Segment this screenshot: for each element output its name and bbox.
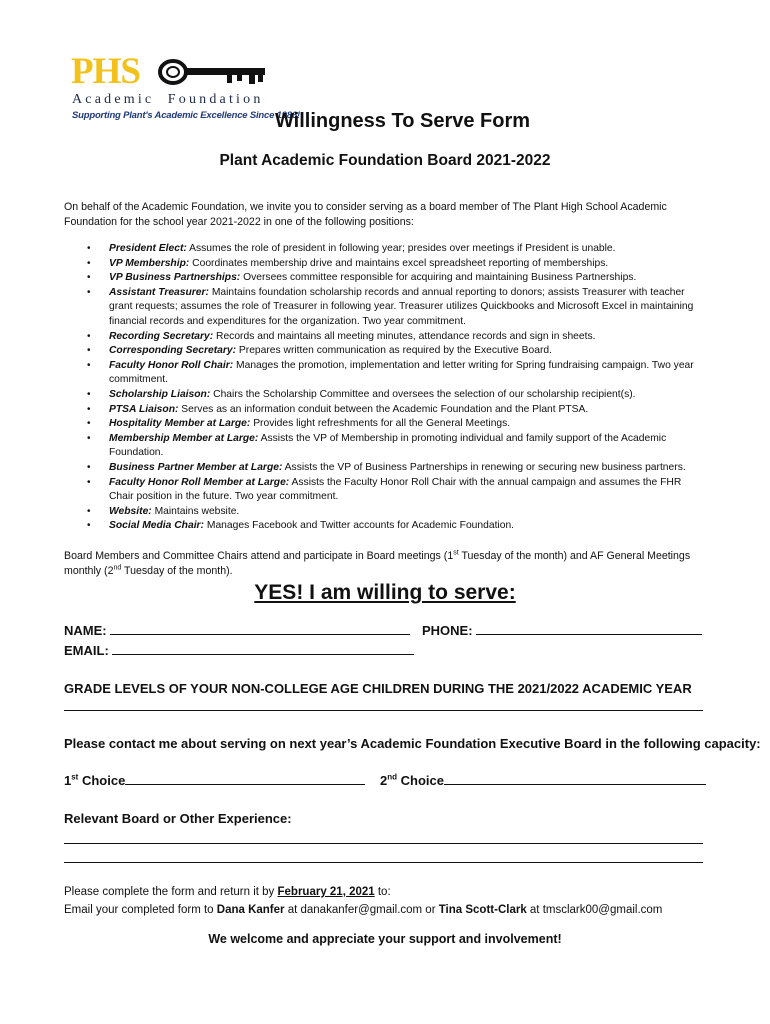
bullet-icon: •: [87, 432, 91, 444]
first-choice-label: Choice: [78, 773, 126, 788]
second-choice-label: Choice: [397, 773, 444, 788]
position-item: [64, 432, 704, 461]
position-item: [64, 286, 704, 330]
bullet-icon: •: [87, 243, 91, 254]
phone-field[interactable]: [476, 622, 702, 635]
position-role: Social Media Chair:: [109, 520, 204, 532]
experience-label: Relevant Board or Other Experience:: [64, 811, 292, 826]
position-role: Assistant Treasurer:: [109, 286, 209, 298]
position-item: [64, 344, 704, 359]
first-choice-sup: st: [71, 772, 79, 782]
bullet-icon: •: [87, 345, 91, 357]
position-description: Serves as an information conduit between the Academic Foundation and the Plant PTSA.: [178, 403, 589, 415]
grade-levels-label: GRADE LEVELS OF YOUR NON-COLLEGE AGE CHILDREN DURING THE 2021/2022 ACADEMIC YEAR: [64, 681, 692, 696]
return-line-2: [64, 901, 714, 919]
contact-question: Please contact me about serving on next year’s Academic Foundation Executive Board in the following capacity:: [64, 736, 761, 751]
second-choice-sup: nd: [387, 772, 398, 782]
position-description: Assumes the role of president in following year; presides over meetings if President is unable.: [186, 243, 616, 254]
position-role: Faculty Honor Roll Member at Large:: [109, 476, 290, 488]
bullet-icon: •: [87, 476, 91, 488]
position-description: Manages Facebook and Twitter accounts for Academic Foundation.: [204, 520, 515, 532]
return-line-1: [64, 883, 714, 901]
experience-line-1[interactable]: [64, 843, 703, 844]
bullet-icon: •: [87, 257, 91, 269]
position-description: Assists the VP of Business Partnerships in renewing or securing new business partners.: [282, 461, 686, 473]
position-role: VP Business Partnerships:: [109, 272, 241, 284]
position-description: Manages the promotion, implementation and letter writing for Spring fundraising campaign. Two year commitment.: [109, 359, 694, 386]
position-role: Corresponding Secretary:: [109, 345, 237, 357]
contact-2-name: Tina Scott-Clark: [438, 904, 527, 916]
position-description: Coordinates membership drive and maintains excel spreadsheet reporting of memberships.: [189, 257, 609, 269]
position-role: VP Membership:: [109, 257, 190, 269]
grade-levels-field[interactable]: [64, 710, 703, 711]
position-item: [64, 417, 704, 432]
welcome-message: We welcome and appreciate your support and involvement!: [208, 932, 562, 946]
position-role: Hospitality Member at Large:: [109, 418, 251, 430]
form-title: Willingness To Serve Form: [274, 110, 531, 132]
phone-label: PHONE:: [422, 623, 473, 638]
second-choice-num: 2: [380, 773, 388, 788]
bullet-icon: •: [87, 520, 91, 532]
experience-line-2[interactable]: [64, 862, 703, 863]
position-item: [64, 257, 704, 272]
return-instructions: [64, 883, 714, 919]
position-role: Faculty Honor Roll Chair:: [109, 359, 234, 371]
email-prefix: Email your completed form to: [64, 904, 217, 916]
position-role: Membership Member at Large:: [109, 432, 259, 444]
position-role: Scholarship Liaison:: [109, 388, 211, 400]
deadline-date: February 21, 2021: [277, 886, 375, 898]
bullet-icon: •: [87, 505, 91, 517]
position-item: [64, 330, 704, 345]
name-label: NAME:: [64, 623, 107, 638]
logo-name: [72, 92, 264, 108]
logo-mark: PHS: [71, 51, 140, 92]
positions-list: [64, 242, 704, 534]
second-choice-field[interactable]: [444, 772, 706, 785]
position-description: Records and maintains all meeting minutes, attendance records and sign in sheets.: [213, 330, 596, 342]
position-description: Oversees committee responsible for acquiring and maintaining Business Partnerships.: [240, 272, 637, 284]
return-suffix: to:: [374, 886, 391, 898]
first-choice-num: 1: [64, 773, 72, 788]
return-prefix: Please complete the form and return it by: [64, 886, 278, 898]
second-choice-row: [380, 772, 706, 788]
bullet-icon: •: [87, 403, 91, 415]
bullet-icon: •: [87, 418, 91, 430]
logo-name-word-2: Foundation: [167, 92, 264, 107]
name-field-row: [64, 622, 410, 638]
contact-1-email: at danakanfer@gmail.com or: [284, 904, 439, 916]
bullet-icon: •: [87, 388, 91, 400]
bullet-icon: •: [87, 461, 91, 473]
phone-field-row: [422, 622, 702, 638]
bullet-icon: •: [87, 359, 91, 371]
bullet-icon: •: [87, 330, 91, 342]
email-field-row: [64, 642, 414, 658]
meetings-note: [64, 549, 704, 579]
position-item: [64, 242, 704, 257]
board-title: Plant Academic Foundation Board 2021-2022: [219, 152, 551, 169]
position-item: [64, 476, 704, 505]
position-item: [64, 519, 704, 534]
meetings-text-2: Tuesday of the month) and AF General Meetings monthly (2: [64, 550, 691, 577]
position-item: [64, 359, 704, 388]
key-icon: [157, 57, 269, 87]
position-description: Provides light refreshments for all the General Meetings.: [250, 418, 511, 430]
position-item: [64, 388, 704, 403]
logo-name-word-1: Academic: [72, 92, 155, 107]
position-role: President Elect:: [109, 243, 187, 254]
meetings-text-3: Tuesday of the month).: [121, 565, 233, 577]
position-role: Business Partner Member at Large:: [109, 461, 283, 473]
position-role: Website:: [109, 505, 152, 517]
position-item: [64, 461, 704, 476]
first-choice-row: [64, 772, 365, 788]
email-label: EMAIL:: [64, 643, 109, 658]
name-field[interactable]: [110, 622, 410, 635]
position-description: Assists the VP of Membership in promoting individual and family support of the Academic Foundation.: [109, 432, 667, 459]
email-field[interactable]: [112, 642, 414, 655]
position-description: Chairs the Scholarship Committee and oversees the selection of our scholarship recipient(s).: [210, 388, 636, 400]
intro-paragraph: On behalf of the Academic Foundation, we invite you to consider serving as a board member of The Plant High School Academic Foundation for the school year 2021-2022 in one of the following positions:: [64, 201, 667, 228]
position-item: [64, 271, 704, 286]
position-description: Prepares written communication as required by the Executive Board.: [236, 345, 552, 357]
yes-heading: YES! I am willing to serve:: [254, 581, 516, 604]
position-role: PTSA Liaison:: [109, 403, 179, 415]
position-item: [64, 505, 704, 520]
contact-1-name: Dana Kanfer: [216, 904, 285, 916]
position-description: Maintains foundation scholarship records and annual reporting to donors; assists Treasurer with teacher grant requests; assumes the role of Treasurer in following year. Treasurer utilizes Quickbooks and Microsoft Excel in maintaining financial records and expenditures for the organization. Two year commitment.: [109, 286, 694, 327]
contact-2-email: at tmsclark00@gmail.com: [526, 904, 663, 916]
position-item: [64, 403, 704, 418]
meetings-sup-2: nd: [113, 564, 122, 572]
position-role: Recording Secretary:: [109, 330, 214, 342]
logo-tagline: Supporting Plant's Academic Excellence Since 1986!: [72, 110, 300, 121]
position-description: Maintains website.: [151, 505, 240, 517]
meetings-text-1: Board Members and Committee Chairs attend and participate in Board meetings (1: [64, 550, 454, 562]
bullet-icon: •: [87, 286, 91, 298]
meetings-sup-1: st: [453, 549, 459, 557]
position-description: Assists the Faculty Honor Roll Chair with the annual campaign and assumes the FHR Chair position in the future. Two year commitment.: [109, 476, 682, 503]
bullet-icon: •: [87, 272, 91, 284]
first-choice-field[interactable]: [125, 772, 365, 785]
